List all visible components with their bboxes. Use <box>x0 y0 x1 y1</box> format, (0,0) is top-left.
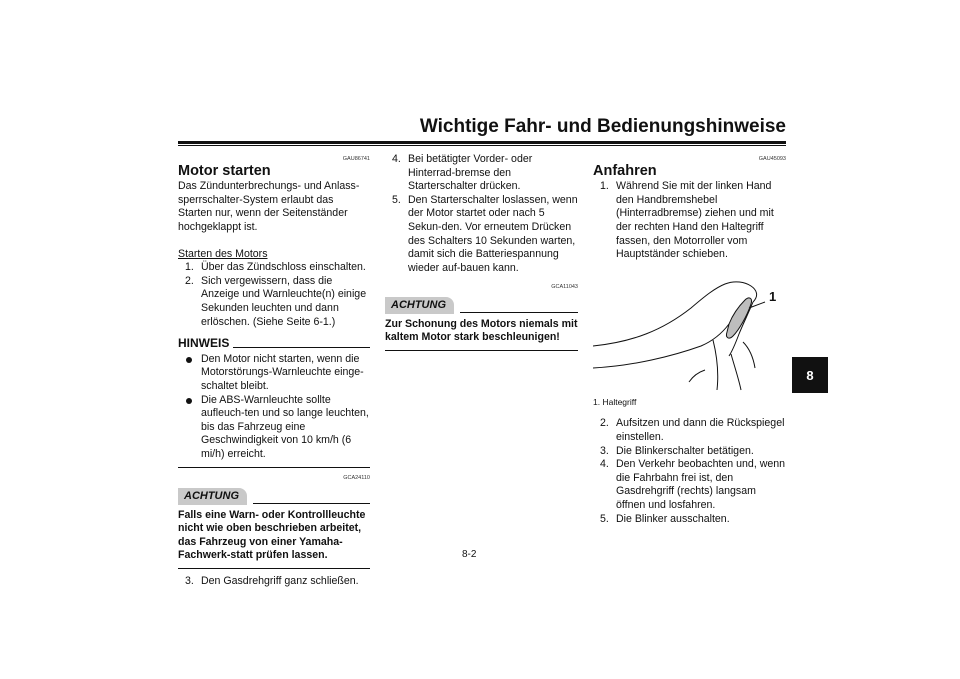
bullet-icon <box>186 357 192 363</box>
section-heading: Anfahren <box>593 162 657 179</box>
achtung-end-rule <box>178 568 370 569</box>
figure-callout: 1 <box>769 288 777 304</box>
steps-list <box>593 180 786 262</box>
scooter-seat-illustration <box>593 272 786 392</box>
steps-list-continued <box>178 575 370 589</box>
doc-code: GAU45093 <box>758 156 786 162</box>
achtung-text: Falls eine Warn- oder Kontrollleuchte nicht wie oben beschrieben arbeitet, das Fahrzeug von einer Yamaha-Fachwerk-statt prüfen lassen. <box>178 508 366 562</box>
doc-code: GCA11043 <box>551 284 578 291</box>
page-number: 8-2 <box>462 549 477 560</box>
list-item: 4. Den Verkehr beobachten und, wenn die Fahrbahn frei ist, den Gasdrehgriff (rechts) langsam öffnen und losfahren. <box>600 458 786 511</box>
column-2 <box>385 153 578 351</box>
doc-code: GAU86741 <box>342 156 370 162</box>
list-item: 5. Den Starterschalter loslassen, wenn der Motor startet oder nach 5 Sekun-den. Vor erneutem Drücken des Schalters 10 Sekunden warten, damit sich die Batteriespannung wieder auf-bauen kann. <box>392 193 578 274</box>
column-3 <box>593 153 786 526</box>
list-item: 2. Aufsitzen und dann die Rückspiegel einstellen. <box>600 417 785 443</box>
section-heading: Motor starten <box>178 162 271 179</box>
intro-text: Das Zündunterbrechungs- und Anlass-sperrschalter-System erlaubt das Starten nur, wenn der Seitenständer hochgeklappt ist. <box>178 180 360 233</box>
chapter-tab: 8 <box>792 357 828 393</box>
list-item: 1. Über das Zündschloss einschalten. <box>185 261 366 274</box>
hinweis-list <box>178 353 370 462</box>
hinweis-heading: HINWEIS <box>178 337 370 351</box>
achtung-badge: ACHTUNG <box>385 297 454 314</box>
list-item: Den Motor nicht starten, wenn die Motorstörungs-Warnleuchte einge-schaltet bleibt. <box>178 353 370 394</box>
steps-list <box>178 261 370 329</box>
figure <box>593 272 786 392</box>
steps-list-continued <box>593 417 786 526</box>
achtung-heading <box>178 488 370 505</box>
hinweis-end-rule <box>178 467 370 468</box>
header-rule <box>178 141 786 144</box>
list-item: 3. Den Gasdrehgriff ganz schließen. <box>185 575 359 588</box>
list-item: 3. Die Blinkerschalter betätigen. <box>600 444 754 457</box>
list-item: 5. Die Blinker ausschalten. <box>600 512 730 525</box>
figure-caption: 1. Haltegriff <box>593 396 637 407</box>
achtung-badge: ACHTUNG <box>178 488 247 505</box>
steps-list <box>385 153 578 275</box>
list-item: 1. Während Sie mit der linken Hand den Handbremshebel (Hinterradbremse) ziehen und mit der rechten Hand den Haltegriff fassen, den Motorroller vom Hauptständer schieben. <box>600 180 774 261</box>
bullet-icon <box>186 398 192 404</box>
achtung-text: Zur Schonung des Motors niemals mit kaltem Motor stark beschleunigen! <box>385 317 578 344</box>
list-item: Die ABS-Warnleuchte sollte auflеuch-ten und so lange leuchten, bis das Fahrzeug eine Geschwindigkeit von 10 km/h (6 mi/h) erreicht. <box>178 394 370 462</box>
header-rule-thin <box>178 145 786 146</box>
subheading: Starten des Motors <box>178 247 268 260</box>
achtung-heading <box>385 297 578 314</box>
page-header-title: Wichtige Fahr- und Bedienungshinweise <box>419 116 786 137</box>
doc-code: GCA24110 <box>343 475 370 482</box>
list-item: 4. Bei betätigter Vorder- oder Hinterrad-bremse den Starterschalter drücken. <box>392 153 533 193</box>
column-1 <box>178 153 370 589</box>
list-item: 2. Sich vergewissern, dass die Anzeige und Warnleuchte(n) einige Sekunden leuchten und dann erlöschen. (Siehe Seite 6-1.) <box>185 274 367 328</box>
achtung-end-rule <box>385 350 578 351</box>
